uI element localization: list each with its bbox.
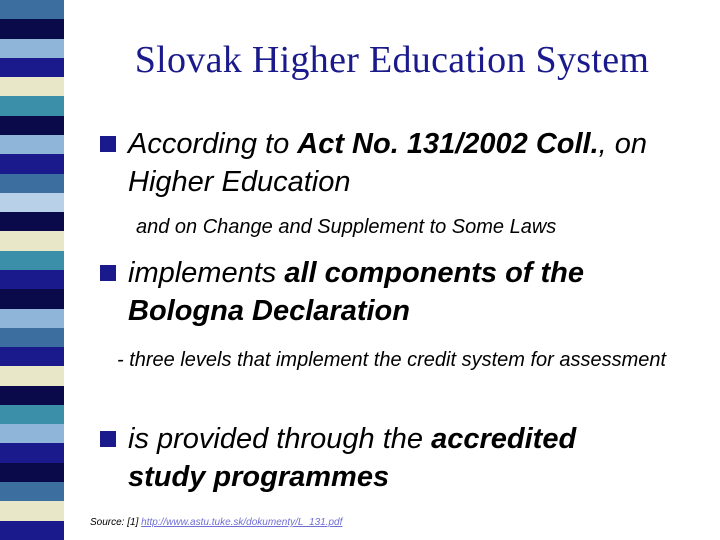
stripe-segment [0, 96, 64, 115]
stripe-segment [0, 347, 64, 366]
stripe-segment [0, 231, 64, 250]
stripe-segment [0, 289, 64, 308]
bologna-emphasis: all components of the Bologna Declaration [128, 257, 585, 327]
stripe-segment [0, 386, 64, 405]
stripe-segment [0, 501, 64, 520]
stripe-segment [0, 405, 64, 424]
stripe-segment [0, 328, 64, 347]
stripe-segment [0, 443, 64, 462]
source-link[interactable]: http://www.astu.tuke.sk/dokumenty/L_131.pdf [141, 517, 343, 528]
stripe-segment [0, 154, 64, 173]
bullet-act-post: , on Higher Education [128, 128, 648, 198]
stripe-segment [0, 116, 64, 135]
stripe-segment [0, 521, 64, 540]
bullet-programmes-pre: is provided through the [128, 423, 432, 455]
stripe-segment [0, 0, 64, 19]
slide-title: Slovak Higher Education System [134, 39, 650, 81]
stripe-segment [0, 19, 64, 38]
bullet-text-bologna [128, 254, 680, 330]
sub-note-laws: and on Change and Supplement to Some Laws [136, 216, 557, 238]
stripe-segment [0, 135, 64, 154]
source-label: Source: [1] [90, 517, 142, 528]
stripe-segment [0, 77, 64, 96]
stripe-segment [0, 58, 64, 77]
act-reference: Act No. 131/2002 Coll. [297, 128, 599, 160]
stripe-segment [0, 212, 64, 231]
stripe-segment [0, 424, 64, 443]
stripe-segment [0, 174, 64, 193]
stripe-segment [0, 366, 64, 385]
stripe-segment [0, 193, 64, 212]
bullet-text-act [128, 125, 716, 201]
square-bullet-icon [100, 136, 116, 152]
stripe-segment [0, 251, 64, 270]
source-citation [90, 517, 342, 528]
stripe-segment [0, 482, 64, 501]
stripe-segment [0, 463, 64, 482]
bullet-text-programmes [128, 420, 660, 496]
sub-note-credit: - three levels that implement the credit system for assessment [117, 349, 667, 371]
stripe-segment [0, 39, 64, 58]
decorative-stripe-bar [0, 0, 64, 540]
square-bullet-icon [100, 431, 116, 447]
bullet-bologna-pre: implements [128, 257, 285, 289]
programmes-emphasis: accredited study programmes [128, 423, 577, 493]
bullet-act-pre: According to [128, 128, 298, 160]
stripe-segment [0, 270, 64, 289]
square-bullet-icon [100, 265, 116, 281]
stripe-segment [0, 309, 64, 328]
